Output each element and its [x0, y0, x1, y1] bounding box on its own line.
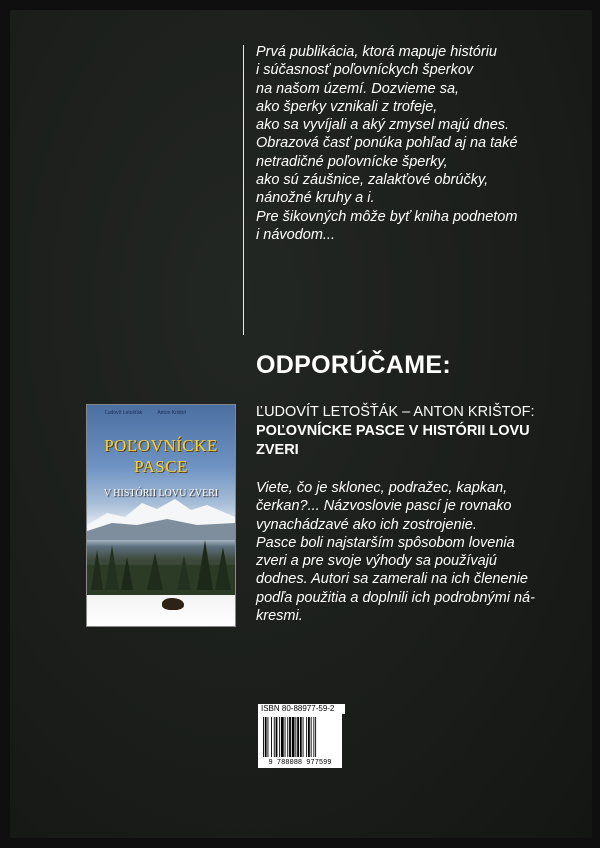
barcode-bar — [263, 717, 264, 757]
barcode-bar — [268, 717, 269, 757]
blurb-text — [256, 43, 576, 244]
blurb-line: ako sú záušnice, zalakťové obrúčky, — [256, 172, 489, 189]
forest-illustration — [87, 535, 235, 595]
blurb-line: ako šperky vznikali z trofeje, — [256, 98, 438, 115]
blurb-line: i návodom... — [256, 226, 335, 243]
cover-title: POĽOVNÍCKE — [104, 436, 218, 455]
cover-subtitle: V HISTÓRII LOVU ZVERI — [103, 488, 219, 499]
barcode-bar — [279, 717, 280, 757]
barcode-bars — [263, 717, 337, 757]
book-title-line: ZVERI — [256, 441, 299, 458]
blurb-line: na našom území. Dozvieme sa, — [256, 80, 460, 97]
blurb-line: Pre šikovných môže byť kniha podnetom — [256, 208, 518, 225]
barcode-bar — [287, 717, 288, 757]
description-line: Pasce boli najstarším spôsobom lovenia — [256, 534, 515, 551]
description-line: kresmi. — [256, 608, 303, 625]
barcode-bar — [289, 717, 291, 757]
barcode-bar — [311, 717, 312, 757]
blurb-line: Obrazová časť ponúka pohľad aj na také — [256, 135, 518, 152]
blurb-line: ako sa vyvíjali a aký zmysel majú dnes. — [256, 117, 510, 134]
isbn-label: ISBN 80-88977-59-2 — [258, 704, 345, 714]
description-line: dodnes. Autori sa zamerali na ich členenie — [256, 571, 528, 588]
barcode — [258, 714, 342, 768]
barcode-number: 9 788088 977599 — [268, 759, 332, 767]
barcode-bar — [315, 717, 316, 757]
cover-author: Anton Krištof — [157, 410, 186, 416]
barcode-bar — [281, 717, 284, 757]
barcode-bar — [297, 717, 299, 757]
description-line: podľa použitia a doplnili ich podrobnými ná- — [256, 589, 535, 606]
barcode-bar — [308, 717, 310, 757]
blurb-line: netradičné poľovnícke šperky, — [256, 153, 448, 170]
barcode-bar — [306, 717, 307, 757]
cover-title: PASCE — [134, 457, 188, 476]
blurb-line: i súčasnosť poľovníckych šperkov — [256, 62, 474, 79]
description-line: Viete, čo je sklonec, podražec, kapkan, — [256, 480, 508, 496]
barcode-bar — [313, 717, 314, 757]
description-line: čerkan?... Názvoslovie pascí je rovnako — [256, 498, 512, 515]
barcode-bar — [271, 717, 272, 757]
barcode-bar — [276, 717, 278, 757]
barcode-bar — [300, 717, 302, 757]
book-authors: ĽUDOVÍT LETOŠŤÁK – ANTON KRIŠTOF: — [256, 404, 535, 420]
description-line: vynachádzavé ako ich zostrojenie. — [256, 516, 477, 533]
bison-illustration — [162, 598, 184, 610]
barcode-bar — [292, 717, 295, 757]
cover-authors — [105, 410, 200, 416]
barcode-bar — [265, 717, 267, 757]
recommended-book-cover — [86, 404, 236, 627]
cover-author: Ľudovít Letošťák — [105, 410, 143, 416]
barcode-bar — [274, 717, 275, 757]
mountains-illustration — [87, 495, 235, 540]
book-description — [256, 479, 586, 625]
recommend-heading: ODPORÚČAME: — [256, 351, 451, 379]
blurb-line: Prvá publikácia, ktorá mapuje históriu — [256, 44, 497, 60]
barcode-bar — [295, 717, 296, 757]
book-title-line: POĽOVNÍCKE PASCE V HISTÓRII LOVU — [256, 423, 530, 439]
description-line: zveri a pre svoje výhody sa používajú — [256, 553, 497, 570]
book-title — [256, 422, 596, 459]
barcode-bar — [285, 717, 286, 757]
barcode-bar — [303, 717, 304, 757]
blurb-line: nánožné kruhy a i. — [256, 190, 375, 207]
divider-line — [243, 45, 244, 335]
